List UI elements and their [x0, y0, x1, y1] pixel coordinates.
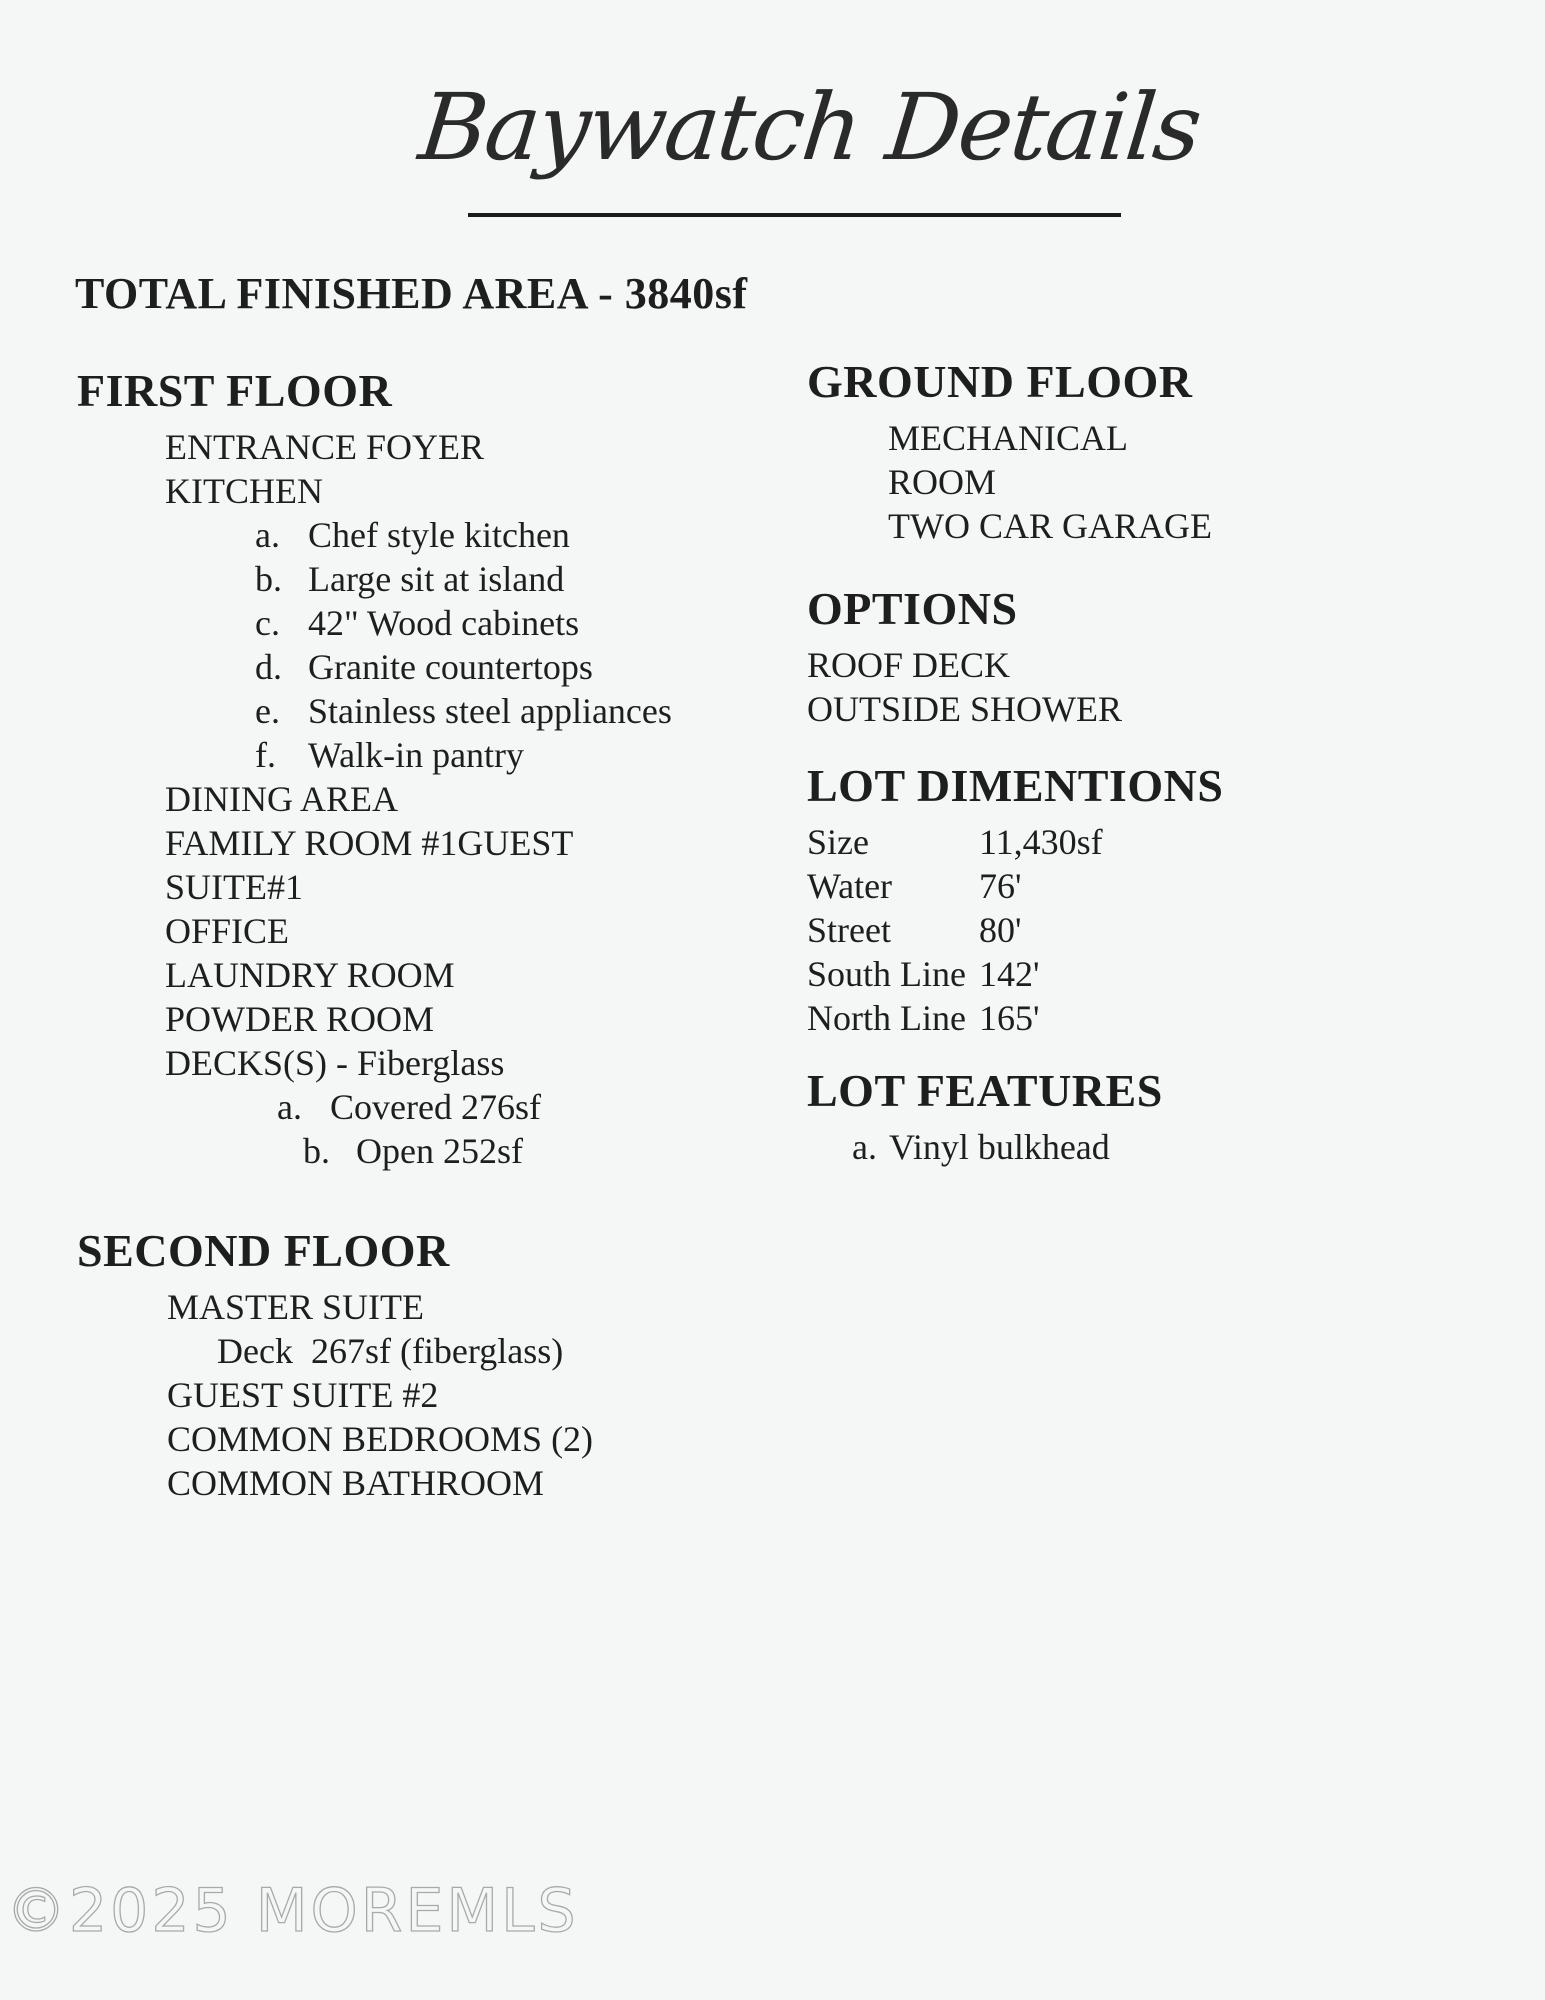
item-text: ROOF DECK [807, 645, 1011, 685]
lot-dimension-row [807, 908, 1223, 952]
list-item [77, 997, 672, 1041]
list-item [77, 513, 672, 557]
item-marker: c. [255, 603, 280, 643]
item-text: POWDER ROOM [165, 999, 435, 1039]
lot-dimension-value: 80' [979, 910, 1022, 950]
item-text: Covered 276sf [330, 1087, 541, 1127]
item-text: Vinyl bulkhead [888, 1127, 1110, 1167]
lot-dimension-row [807, 820, 1223, 864]
list-item [807, 643, 1122, 687]
list-item [77, 1373, 593, 1417]
section-lot-features [807, 1064, 1163, 1169]
list-item [77, 1041, 672, 1085]
item-text: OUTSIDE SHOWER [807, 689, 1122, 729]
item-text: DECKS(S) - Fiberglass [165, 1043, 505, 1083]
lot-dimension-label: Size [807, 822, 869, 862]
list-item [77, 425, 672, 469]
lot-features-heading: LOT FEATURES [807, 1065, 1163, 1116]
lot-dimensions-heading: LOT DIMENTIONS [807, 760, 1224, 811]
item-text: MASTER SUITE [167, 1287, 425, 1327]
item-text: ROOM [888, 462, 997, 502]
item-text: Large sit at island [308, 559, 565, 599]
list-item [77, 689, 672, 733]
list-item [807, 460, 1212, 504]
section-second-floor [77, 1224, 593, 1505]
lot-dimension-value: 165' [979, 998, 1040, 1038]
list-item [77, 865, 672, 909]
second-floor-heading: SECOND FLOOR [77, 1225, 450, 1276]
item-text: Deck 267sf (fiberglass) [217, 1331, 564, 1371]
item-text: COMMON BATHROOM [167, 1463, 545, 1503]
item-text: Granite countertops [308, 647, 593, 687]
item-text: Walk-in pantry [308, 735, 525, 775]
list-item [807, 687, 1122, 731]
item-text: LAUNDRY ROOM [165, 955, 455, 995]
list-item [77, 601, 672, 645]
list-item [77, 1417, 593, 1461]
lot-dimension-row [807, 996, 1223, 1040]
list-item [77, 909, 672, 953]
item-text: Chef style kitchen [308, 515, 570, 555]
lot-dimension-value: 76' [979, 866, 1022, 906]
lot-dimension-row [807, 864, 1223, 908]
list-item [77, 953, 672, 997]
lot-dimension-label: Street [807, 910, 891, 950]
total-finished-area: TOTAL FINISHED AREA - 3840sf [75, 269, 748, 318]
list-item [77, 1085, 672, 1129]
item-text: FAMILY ROOM #1GUEST [165, 823, 574, 863]
section-lot-dimensions [807, 759, 1223, 1040]
list-item [77, 557, 672, 601]
list-item [77, 777, 672, 821]
item-text: Open 252sf [356, 1131, 523, 1171]
section-ground-floor [807, 355, 1212, 548]
item-text: COMMON BEDROOMS (2) [167, 1419, 594, 1459]
item-marker: a. [277, 1087, 302, 1127]
item-text: KITCHEN [165, 471, 323, 511]
list-item [807, 504, 1212, 548]
item-marker: f. [255, 735, 276, 775]
item-text: 42" Wood cabinets [308, 603, 580, 643]
list-item [77, 645, 672, 689]
lot-dimension-label: South Line [807, 954, 966, 994]
list-item [77, 469, 672, 513]
item-text: Stainless steel appliances [308, 691, 672, 731]
item-text: TWO CAR GARAGE [888, 506, 1212, 546]
item-marker: d. [255, 647, 282, 687]
item-marker: a. [255, 515, 280, 555]
title-underline [468, 213, 1121, 217]
mls-watermark: ©2025 MOREMLS [6, 1876, 579, 1946]
item-text: ENTRANCE FOYER [165, 427, 485, 467]
list-item [807, 416, 1212, 460]
item-text: SUITE#1 [165, 867, 303, 907]
list-item [77, 1461, 593, 1505]
item-text: OFFICE [165, 911, 290, 951]
item-marker: b. [303, 1131, 330, 1171]
list-item [77, 821, 672, 865]
first-floor-heading: FIRST FLOOR [77, 365, 393, 416]
list-item [77, 733, 672, 777]
item-marker: a. [852, 1127, 877, 1167]
ground-floor-heading: GROUND FLOOR [807, 356, 1193, 407]
list-item [77, 1285, 593, 1329]
lot-dimension-label: Water [807, 866, 893, 906]
list-item [77, 1329, 593, 1373]
lot-dimension-row [807, 952, 1223, 996]
lot-dimension-value: 142' [979, 954, 1040, 994]
section-first-floor [77, 364, 672, 1173]
list-item [77, 1129, 672, 1173]
item-marker: b. [255, 559, 282, 599]
list-item [807, 1125, 1163, 1169]
item-text: DINING AREA [165, 779, 398, 819]
lot-dimension-value: 11,430sf [979, 822, 1103, 862]
item-text: MECHANICAL [888, 418, 1128, 458]
section-options [807, 582, 1122, 731]
options-heading: OPTIONS [807, 583, 1018, 634]
document-title: Baywatch Details [414, 74, 1205, 181]
lot-dimension-label: North Line [807, 998, 966, 1038]
item-text: GUEST SUITE #2 [167, 1375, 439, 1415]
item-marker: e. [255, 691, 280, 731]
